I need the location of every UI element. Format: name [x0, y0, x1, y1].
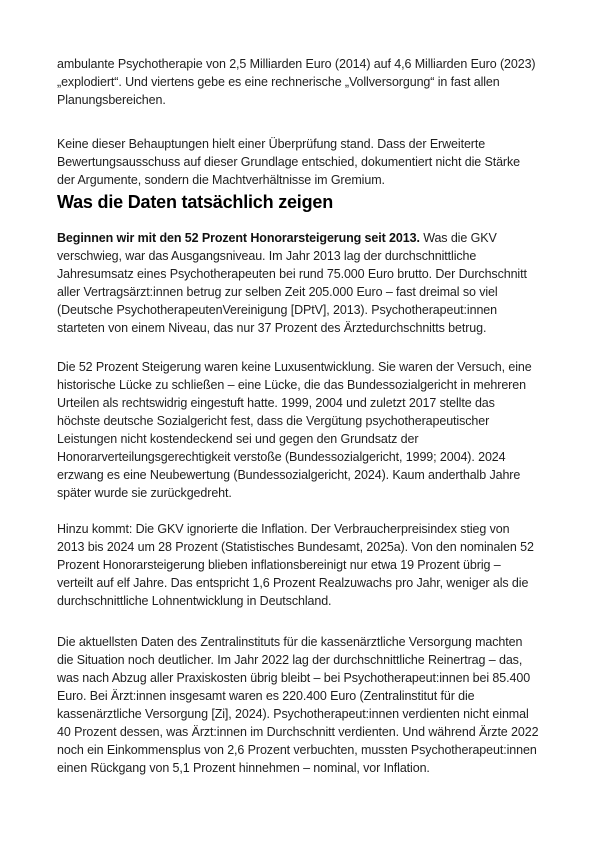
text-line: später wurde sie zurückgedreht.	[57, 486, 232, 500]
text-line: ambulante Psychotherapie von 2,5 Milliarden Euro (2014) auf 4,6 Milliarden Euro (2023)	[57, 57, 536, 71]
text-line: Die aktuellsten Daten des Zentralinstituts für die kassenärztliche Versorgung machten	[57, 635, 523, 649]
text-line: durchschnittliche Lohnentwicklung in Deutschland.	[57, 594, 332, 608]
text-line: erzwang es eine Neubewertung (Bundessozialgericht, 2024). Kaum anderthalb Jahre	[57, 468, 521, 482]
text-line: Die 52 Prozent Steigerung waren keine Luxusentwicklung. Sie waren der Versuch, eine	[57, 360, 532, 374]
text-line	[57, 229, 543, 247]
text-line: Bewertungsausschuss auf dieser Grundlage entschied, dokumentiert nicht die Stärke	[57, 155, 521, 169]
text-line: Planungsbereichen.	[57, 93, 166, 107]
paragraph-zi-daten	[57, 633, 543, 777]
section-heading: Was die Daten tatsächlich zeigen	[57, 192, 334, 212]
text-line: 2013 bis 2024 um 28 Prozent (Statistisches Bundesamt, 2025a). Von den nominalen 52	[57, 540, 534, 554]
text-line: aller Vertragsärzt:innen betrug zur selben Zeit 205.000 Euro – fast dreimal so viel	[57, 285, 498, 299]
text-line: höchste deutsche Sozialgericht fest, dass die Vergütung psychotherapeutischer	[57, 414, 490, 428]
text-line: Urteilen als rechtswidrig eingestuft hatte. 1999, 2004 und zuletzt 2017 stellte das	[57, 396, 495, 410]
text-line: einen Rückgang von 5,1 Prozent hinnehmen – nominal, vor Inflation.	[57, 761, 430, 775]
text-line: der Argumente, sondern die Machtverhältnisse im Gremium.	[57, 173, 385, 187]
paragraph-inflation	[57, 520, 543, 610]
text-line: Honorarverteilungsgerechtigkeit verstoße (Bundessozialgericht, 1999; 2004). 2024	[57, 450, 506, 464]
text-line: verschwieg, war das Ausgangsniveau. Im Jahr 2013 lag der durchschnittliche	[57, 249, 477, 263]
text-line: 40 Prozent dessen, was Ärzt:innen im Durchschnitt verdienten. Und während Ärzte 2022	[57, 725, 539, 739]
text-line: die Situation noch deutlicher. Im Jahr 2022 lag der durchschnittliche Reinertrag – das,	[57, 653, 523, 667]
text-line: Keine dieser Behauptungen hielt einer Überprüfung stand. Dass der Erweiterte	[57, 137, 486, 151]
text-line: Leistungen nicht kostendeckend sei und gegen den Grundsatz der	[57, 432, 419, 446]
text-line: (Deutsche PsychotherapeutenVereinigung [DPtV], 2013). Psychotherapeut:innen	[57, 303, 498, 317]
text-line: verteilt auf elf Jahre. Das entspricht 1,6 Prozent Realzuwachs pro Jahr, weniger als die	[57, 576, 529, 590]
text-line: noch ein Einkommensplus von 2,6 Prozent verbuchten, mussten Psychotherapeut:innen	[57, 743, 537, 757]
text-line: Hinzu kommt: Die GKV ignorierte die Inflation. Der Verbraucherpreisindex stieg von	[57, 522, 510, 536]
lead-sentence-bold: Beginnen wir mit den 52 Prozent Honorarsteigerung seit 2013.	[57, 231, 420, 245]
text-line: „explodiert“. Und viertens gebe es eine rechnerische „Vollversorgung“ in fast allen	[57, 75, 500, 89]
text-line: historische Lücke zu schließen – eine Lücke, die das Bundessozialgericht in mehreren	[57, 378, 526, 392]
article-body	[57, 55, 543, 777]
text-line: Euro. Bei Ärzt:innen insgesamt waren es 220.400 Euro (Zentralinstitut für die	[57, 689, 475, 703]
paragraph-claims-conclusion	[57, 135, 543, 189]
paragraph-honorar-steigerung	[57, 229, 543, 337]
text-line: Prozent Honorarsteigerung blieben inflationsbereinigt nur etwa 19 Prozent übrig –	[57, 558, 501, 572]
paragraph-bsg-urteile	[57, 358, 543, 502]
text-line: kassenärztliche Versorgung [Zi], 2024). Psychotherapeut:innen verdienten nicht einmal	[57, 707, 529, 721]
text-line: starteten von einem Niveau, das nur 37 Prozent des Ärztedurchschnitts betrug.	[57, 321, 487, 335]
paragraph-spending-claims	[57, 55, 543, 109]
lead-rest-text: Was die GKV	[423, 231, 497, 245]
text-line: was nach Abzug aller Praxiskosten übrig bleibt – bei Psychotherapeut:innen bei 85.400	[57, 671, 531, 685]
text-line: Jahresumsatz eines Psychotherapeuten bei rund 75.000 Euro brutto. Der Durchschnitt	[57, 267, 527, 281]
